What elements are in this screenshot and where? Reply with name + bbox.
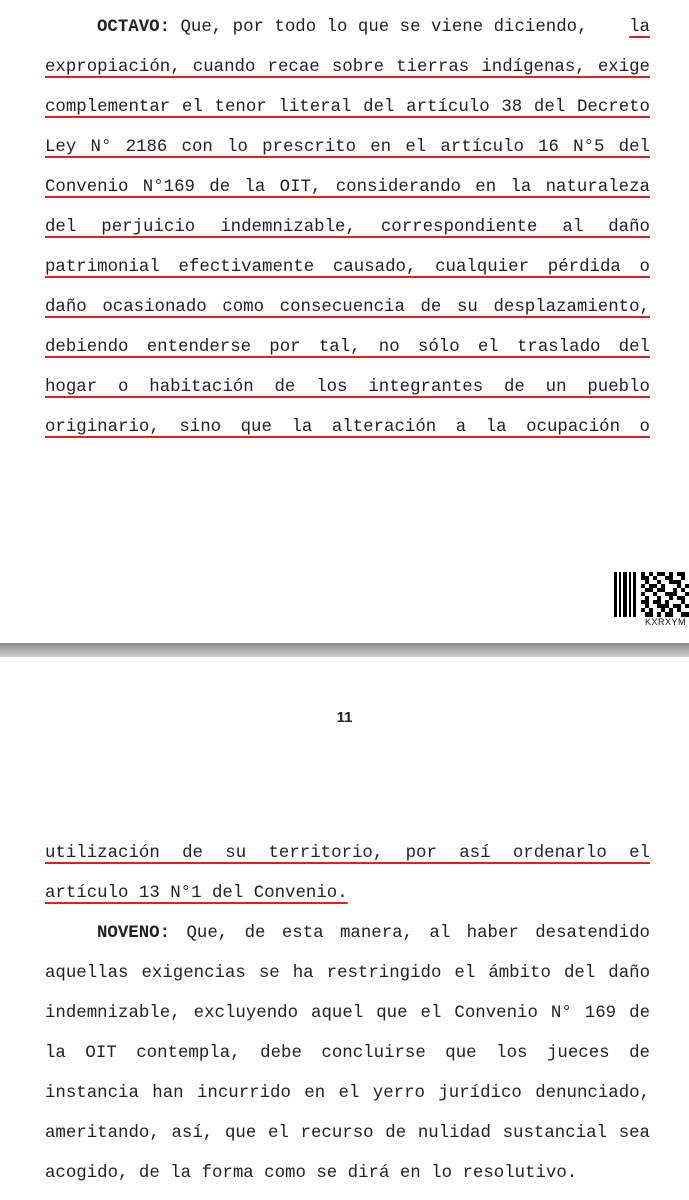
text-line — [45, 8, 650, 48]
noveno-label: NOVENO: — [97, 924, 171, 943]
text-line — [45, 128, 650, 168]
text-line — [45, 874, 650, 914]
text-line — [45, 288, 650, 328]
underlined-fragment: utilización de su territorio, por así ordenarlo el — [45, 844, 650, 863]
text-line — [45, 834, 650, 874]
underlined-fragment: del perjuicio indemnizable, correspondiente al daño — [45, 218, 650, 237]
text-line: aquellas exigencias se ha restringido el ámbito del daño — [45, 964, 650, 983]
text-line: instancia han incurrido en el yerro jurídico denunciado, — [45, 1084, 650, 1103]
underlined-fragment: patrimonial efectivamente causado, cualquier pérdida o — [45, 258, 650, 277]
text-line — [45, 368, 650, 408]
text-line — [45, 408, 650, 448]
text-fragment: Que, de esta manera, al haber desatendido — [186, 924, 650, 943]
underlined-fragment: expropiación, cuando recae sobre tierras indígenas, exige — [45, 58, 650, 77]
octavo-label: OCTAVO: — [97, 18, 171, 37]
underlined-fragment: Convenio N°169 de la OIT, considerando en la naturaleza — [45, 178, 650, 197]
text-line — [45, 168, 650, 208]
text-line: ameritando, así, que el recurso de nulidad sustancial sea — [45, 1124, 650, 1143]
underlined-fragment: originario, sino que la alteración a la ocupación o — [45, 418, 650, 437]
barcode-label: KXRXYM — [645, 617, 687, 627]
text-line — [45, 48, 650, 88]
underlined-fragment: la — [629, 18, 650, 37]
text-line: la OIT contempla, debe concluirse que los jueces de — [45, 1044, 650, 1063]
barcode-icon — [614, 572, 689, 617]
text-line — [45, 248, 650, 288]
document-page-2 — [0, 657, 689, 1200]
text-line — [45, 208, 650, 248]
text-line: acogido, de la forma como se dirá en lo resolutivo. — [45, 1164, 578, 1183]
page-number: 11 — [336, 709, 353, 726]
noveno-paragraph — [45, 914, 650, 1194]
underlined-fragment: complementar el tenor literal del artículo 38 del Decreto — [45, 98, 650, 117]
text-line: indemnizable, excluyendo aquel que el Convenio N° 169 de — [45, 1004, 650, 1023]
text-line — [45, 88, 650, 128]
text-line — [45, 328, 650, 368]
underlined-fragment: Ley N° 2186 con lo prescrito en el artículo 16 N°5 del — [45, 138, 650, 157]
underlined-fragment: debiendo entenderse por tal, no sólo el traslado del — [45, 338, 650, 357]
text-fragment: Que, por todo lo que se viene diciendo, — [180, 18, 588, 37]
page-separator — [0, 643, 689, 657]
underlined-fragment: artículo 13 N°1 del Convenio. — [45, 884, 348, 903]
octavo-continuation — [45, 834, 650, 914]
underlined-fragment: daño ocasionado como consecuencia de su desplazamiento, — [45, 298, 650, 317]
text-line — [45, 914, 650, 954]
octavo-paragraph — [45, 8, 650, 448]
underlined-fragment: hogar o habitación de los integrantes de un pueblo — [45, 378, 650, 397]
